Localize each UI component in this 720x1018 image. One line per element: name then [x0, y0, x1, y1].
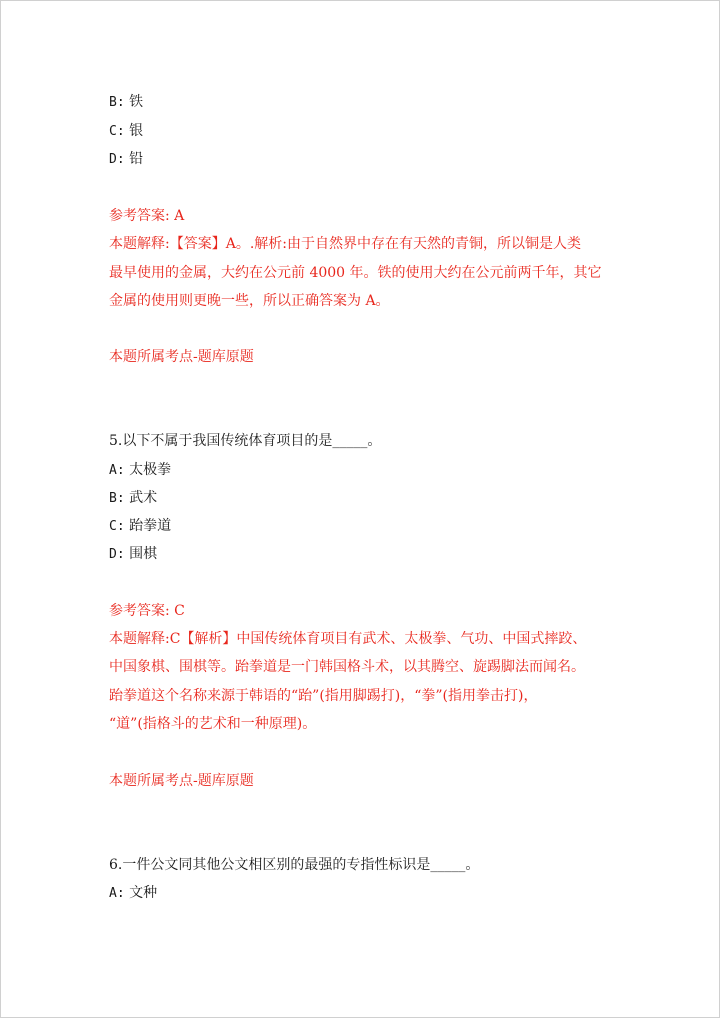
option-letter: D:: [109, 547, 125, 562]
option-d: [109, 544, 157, 565]
option-letter: B:: [109, 95, 125, 110]
option-a: [109, 883, 157, 904]
option-text: 铁: [129, 94, 144, 110]
explanation-line: 金属的使用则更晚一些，所以正确答案为 A。: [109, 293, 390, 309]
option-c: [109, 121, 143, 142]
explanation-line: “道”(指格斗的艺术和一种原理)。: [109, 716, 317, 732]
option-letter: D:: [109, 152, 125, 167]
option-letter: A:: [109, 463, 125, 478]
option-text: 银: [129, 123, 144, 139]
option-letter: A:: [109, 886, 125, 901]
option-d: [109, 149, 143, 170]
option-text: 太极拳: [129, 462, 172, 478]
option-letter: C:: [109, 519, 125, 534]
option-b: [109, 488, 157, 509]
option-text: 围棋: [129, 546, 158, 562]
explanation-line: 本题解释:C【解析】中国传统体育项目有武术、太极拳、气功、中国式摔跤、: [109, 631, 587, 647]
option-letter: B:: [109, 491, 125, 506]
option-b: [109, 92, 143, 113]
option-text: 铅: [129, 151, 144, 167]
answer-line: 参考答案: C: [109, 603, 185, 619]
option-c: [109, 516, 171, 537]
explanation-line: 本题解释:【答案】A。.解析:由于自然界中存在有天然的青铜，所以铜是人类: [109, 236, 581, 252]
question-stem: 6.一件公文同其他公文相区别的最强的专指性标识是_____。: [109, 857, 480, 873]
explanation-line: 跆拳道这个名称来源于韩语的“跆”(指用脚踢打)，“拳”(指用拳击打)，: [109, 688, 538, 704]
source-line: 本题所属考点-题库原题: [109, 773, 254, 789]
option-text: 文种: [129, 885, 158, 901]
option-a: [109, 460, 171, 481]
option-text: 武术: [129, 490, 158, 506]
answer-line: 参考答案: A: [109, 208, 185, 224]
explanation-line: 中国象棋、围棋等。跆拳道是一门韩国格斗术，以其腾空、旋踢脚法而闻名。: [109, 659, 585, 675]
explanation-line: 最早使用的金属，大约在公元前 4000 年。铁的使用大约在公元前两千年，其它: [109, 265, 602, 281]
question-stem: 5.以下不属于我国传统体育项目的是_____。: [109, 433, 382, 449]
option-text: 跆拳道: [129, 518, 172, 534]
source-line: 本题所属考点-题库原题: [109, 349, 254, 365]
option-letter: C:: [109, 124, 125, 139]
